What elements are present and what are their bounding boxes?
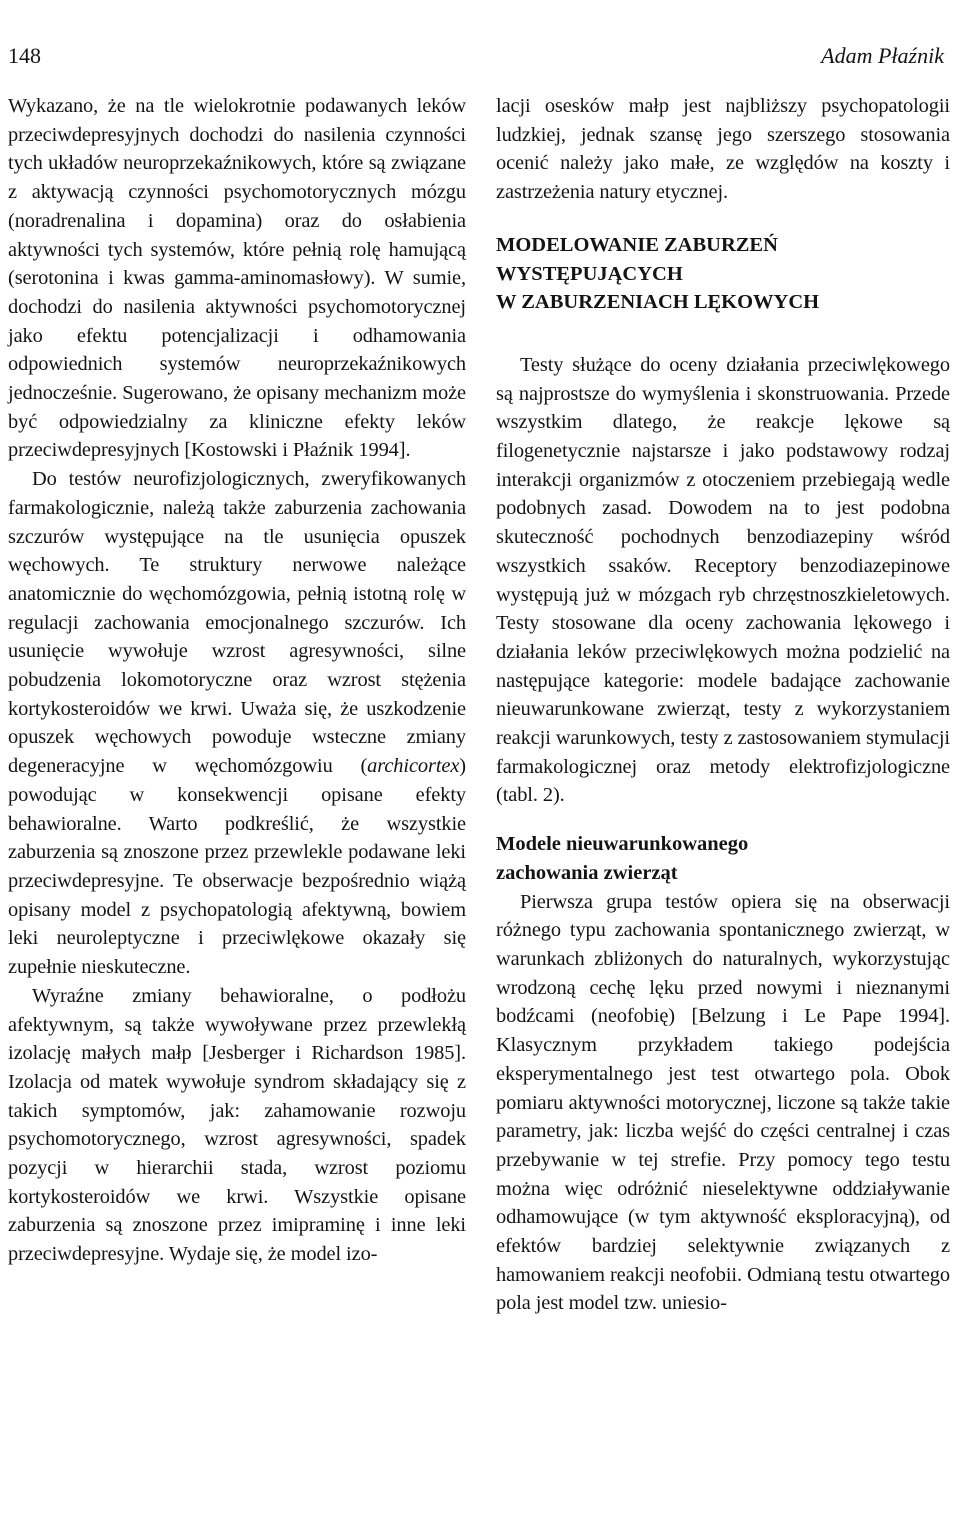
right-column	[496, 92, 950, 1318]
section-title	[496, 231, 950, 317]
paragraph-olfactory-bulbectomy	[8, 465, 466, 982]
paragraph-isolation-continued: lacji osesków małp jest najbliższy psychopatologii ludzkiej, jednak szansę jego szerszego stosowania ocenić należy jako małe, ze względów na koszty i zastrzeżenia natury etycznej.	[496, 95, 950, 204]
subsection-title	[496, 830, 950, 887]
paragraph-text: ) powodując w konsekwencji opisane efekty behawioralne. Warto podkreślić, że wszystkie zaburzenia są znoszone przez przewlekle podawane leki przeciwdepresyjne. Te obserwacje bezpośrednio wiążą opisany model z psychopatologią afektywną, bowiem leki neuroleptyczne i przeciwlękowe okazały się zupełnie nieskuteczne.	[8, 755, 466, 979]
italic-term: archicortex	[367, 755, 460, 778]
paragraph-unconditioned-behaviour: Pierwsza grupa testów opiera się na obserwacji różnego typu zachowania spontanicznego zwierząt, w warunkach zbliżonych do naturalnych, wykorzystując wrodzoną cechę lęku przed nowymi i nieznanymi bodźcami (neofobię) [Belzung i Le Pape 1994]. Klasycznym przykładem takiego podejścia eksperymentalnego jest test otwartego pola. Obok pomiaru aktywności motorycznej, liczone są także takie parametry, jak: liczba wejść do części centralnej i czas przebywanie w tej strefie. Przy pomocy tego testu można więc odróżnić nieselektywne oddziaływanie odhamowujące (w tym aktywność eksploracyjną), od efektów bardziej selektywnie związanych z hamowaniem reakcji neofobii. Odmianą testu otwartego pola jest model tzw. uniesio-	[496, 890, 950, 1315]
paragraph-anxiety-tests: Testy służące do oceny działania przeciwlękowego są najprostsze do wymyślenia i skonstruowania. Przede wszystkim dlatego, że reakcje lękowe są filogenetycznie najstarsze i jako podstawowy rodzaj interakcji organizmów z otoczeniem przebiegają wedle podobnych zasad. Dowodem na to jest podobna skuteczność pochodnych benzodiazepiny wśród wszystkich ssaków. Receptory benzodiazepinowe występują już w mózgach ryb chrzęstnoszkieletowych. Testy stosowane dla oceny zachowania lękowego i działania leków przeciwlękowych można podzielić na następujące kategorie: modele badające zachowanie nieuwarunkowane zwierząt, testy z wykorzystaniem reakcji warunkowych, testy z zastosowaniem stymulacji farmakologicznej oraz metody elektrofizjologiczne (tabl. 2).	[496, 353, 950, 807]
paragraph-text: Do testów neurofizjologicznych, zweryfikowanych farmakologicznie, należą także zaburzenia zachowania szczurów występujące na tle usunięcia opuszek węchowych. Te struktury nerwowe należące anatomicznie do węchomózgowia, pełnią istotną rolę w regulacji zachowania emocjonalnego szczurów. Ich usunięcie wywołuje wzrost agresywności, silne pobudzenia lokomotoryczne oraz wzrost stężenia kortykosteroidów we krwi. Uważa się, że uszkodzenie opuszek węchowych powoduje wsteczne zmiany degeneracyjne w węchomózgowiu (	[8, 468, 466, 778]
subsection-title-line: zachowania zwierząt	[496, 861, 678, 884]
running-head-author: Adam Płaźnik	[821, 43, 944, 68]
subsection-title-line: Modele nieuwarunkowanego	[496, 833, 749, 856]
paragraph-antidepressant-mechanisms: Wykazano, że na tle wielokrotnie podawanych leków przeciwdepresyjnych dochodzi do nasilenia czynności tych układów neuroprzekaźnikowych, które są związane z aktywacją czynności psychomotorycznych mózgu (noradrenalina i dopamina) oraz do osłabienia aktywności tych systemów, które pełnią rolę hamującą (serotonina i kwas gamma-aminomasłowy). W sumie, dochodzi do nasilenia aktywności psychomotorycznej jako efektu potencjalizacji i odhamowania odpowiednich systemów neuroprzekaźnikowych jednocześnie. Sugerowano, że opisany mechanizm może być odpowiedzialny za kliniczne efekty leków przeciwdepresyjnych [Kostowski i Płaźnik 1994].	[8, 95, 466, 462]
page-number: 148	[8, 43, 41, 68]
left-column	[8, 92, 466, 1269]
section-title-line: W ZABURZENIACH LĘKOWYCH	[496, 291, 820, 314]
running-head	[8, 40, 944, 72]
section-title-line: WYSTĘPUJĄCYCH	[496, 262, 683, 285]
paragraph-monkey-isolation: Wyraźne zmiany behawioralne, o podłożu afektywnym, są także wywoływane przez przewlekłą izolację małych małp [Jesberger i Richardson 1985]. Izolacja od matek wywołuje syndrom składający się z takich symptomów, jak: zahamowanie rozwoju psychomotorycznego, wzrost agresywności, spadek pozycji w hierarchii stada, wzrost poziomu kortykosteroidów we krwi. Wszystkie opisane zaburzenia są znoszone przez imipraminę i inne leki przeciwdepresyjne. Wydaje się, że model izo-	[8, 984, 466, 1266]
section-title-line: MODELOWANIE ZABURZEŃ	[496, 233, 778, 256]
